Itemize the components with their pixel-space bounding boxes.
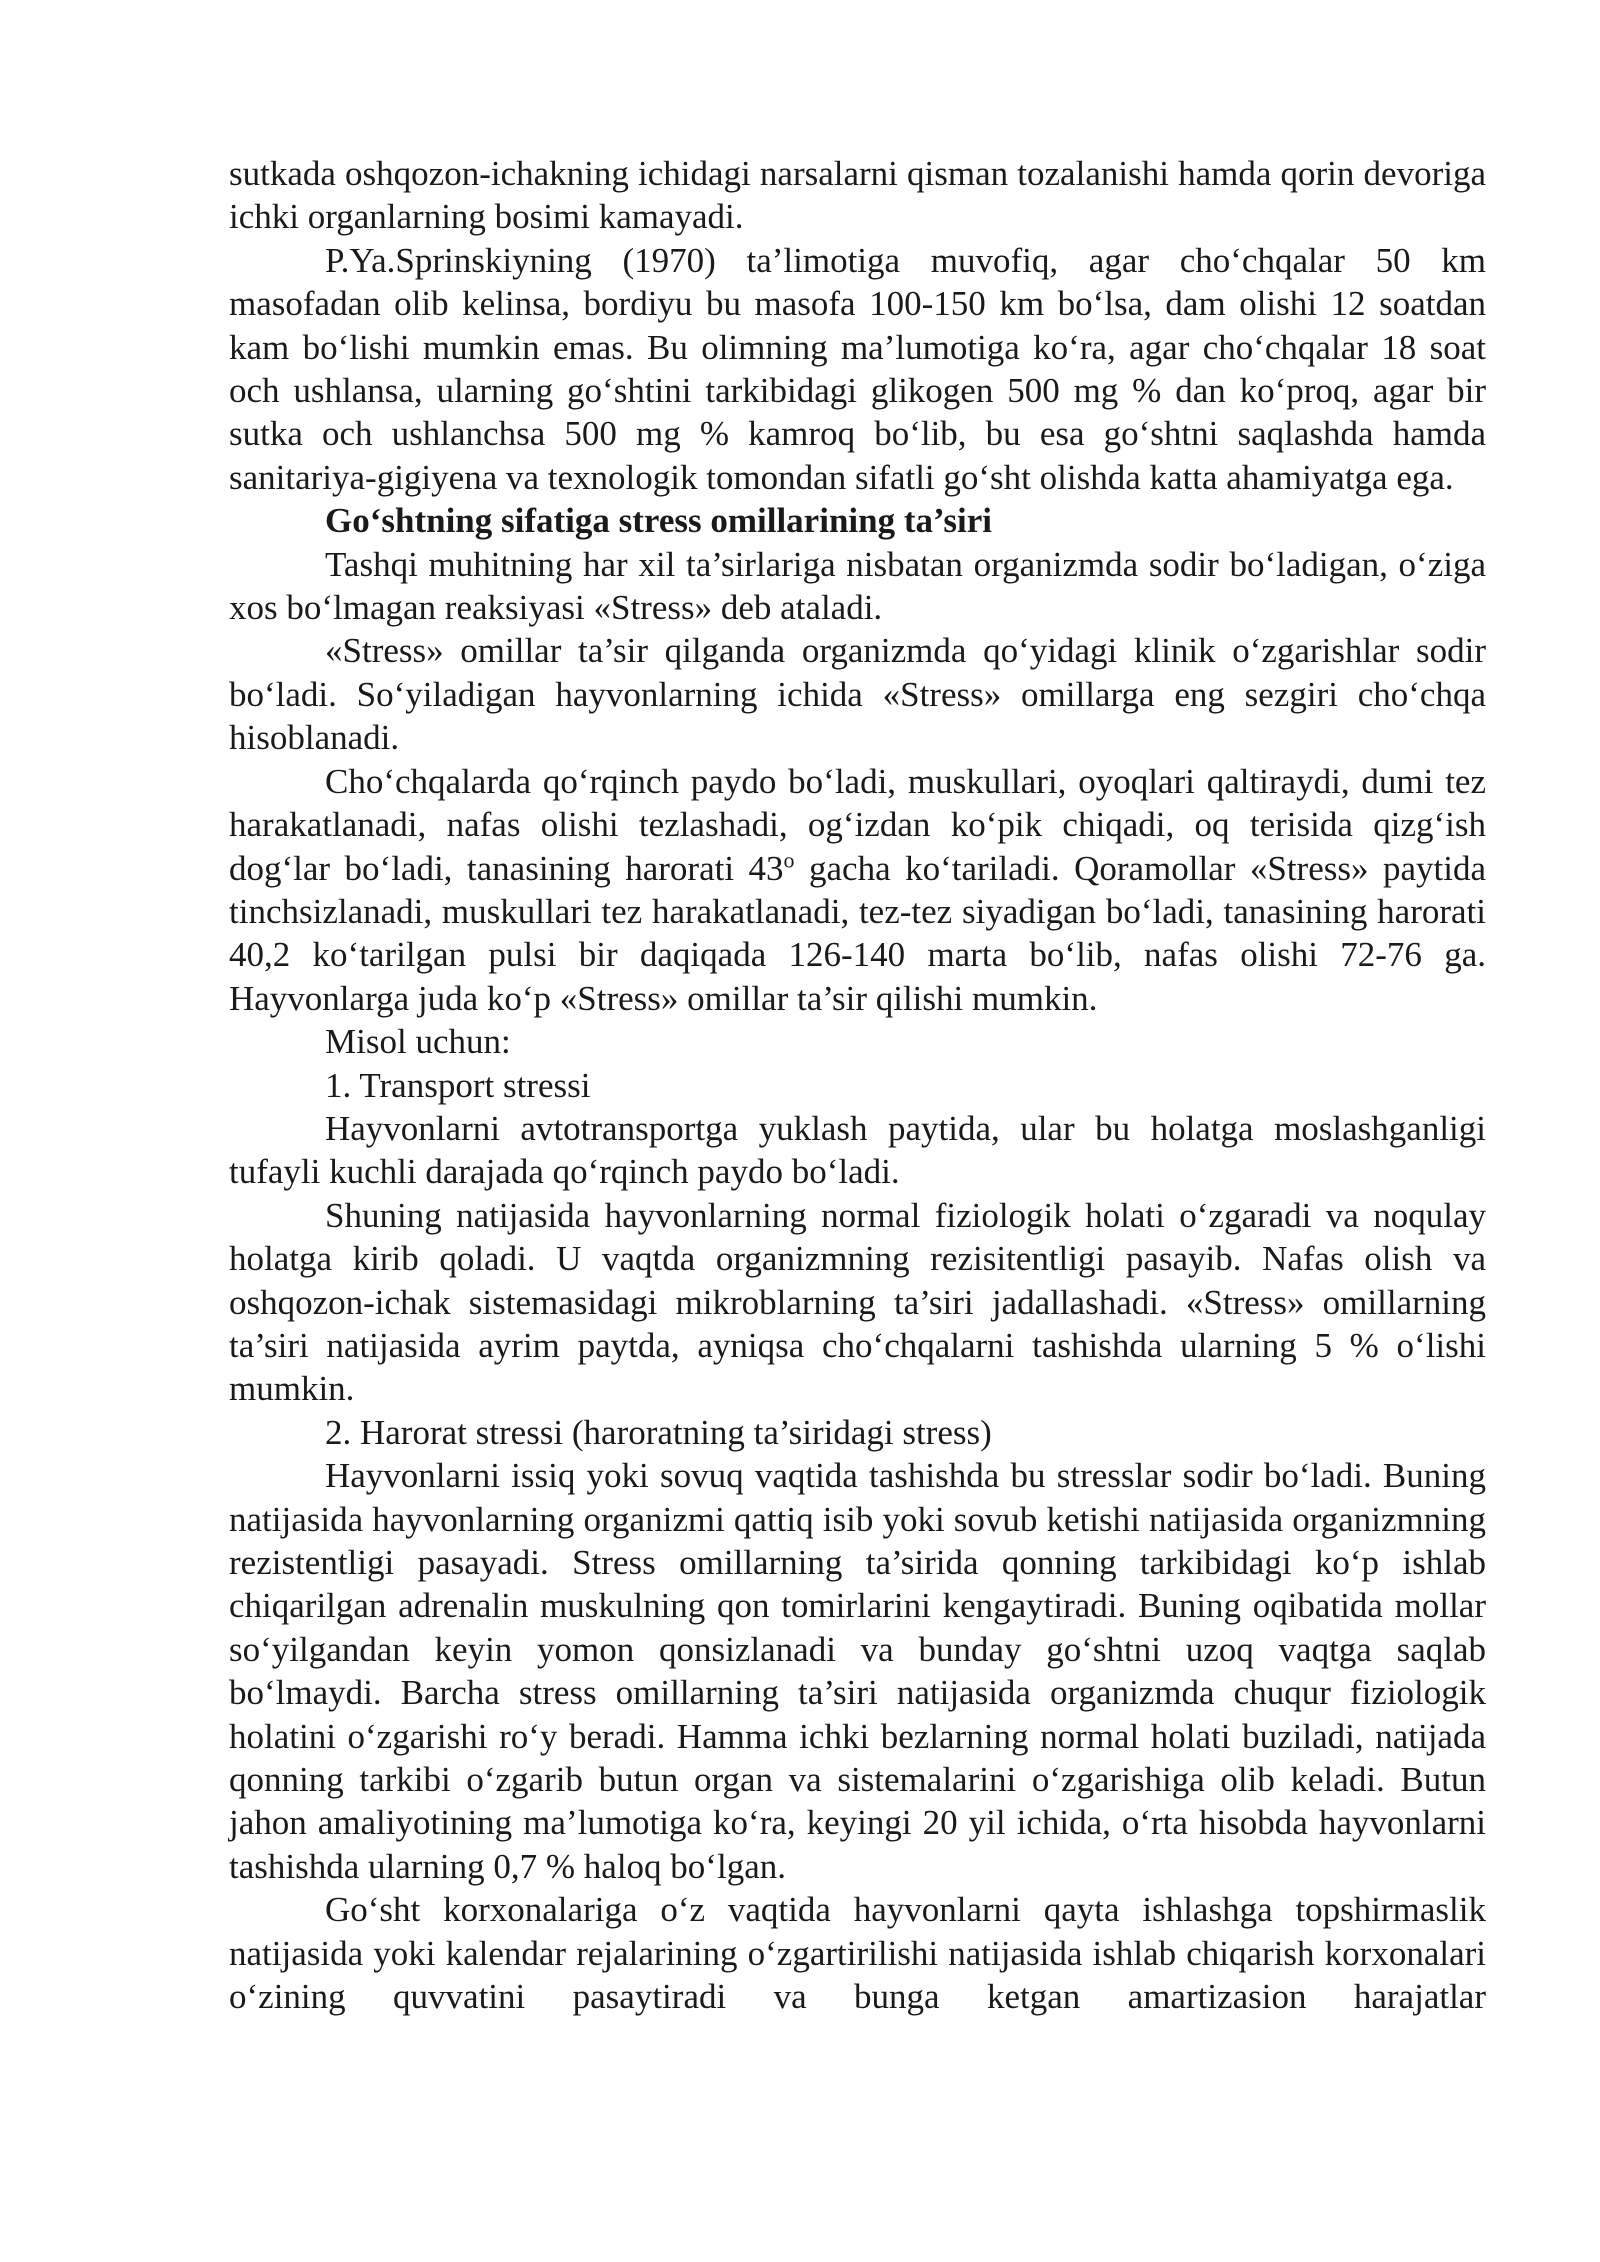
paragraph-pig-symptoms bbox=[229, 760, 1486, 1020]
list-item-temperature-stress: 2. Harorat stressi (haroratning ta’siridagi stress) bbox=[325, 1412, 992, 1452]
degree-superscript: o bbox=[783, 846, 795, 872]
paragraph-meat-plants: Go‘sht korxonalariga o‘z vaqtida hayvonlarni qayta ishlashga topshirmaslik natijasida yoki kalendar rejalarining o‘zgartirilishi natijasida ishlab chiqarish korxonalari o‘zining quvvatini pasaytiradi va bunga ketgan amartizasion harajatlar bbox=[229, 1890, 1486, 2017]
pig-symptoms-text-start: Cho‘chqalarda qo‘rqinch paydo bo‘ladi, muskullari, oyoqlari qaltiraydi, dumi tez harakatlanadi, nafas olishi tezlashadi, og‘izdan ko‘pik chiqadi, oq terisida qizg‘ish dog‘lar bo‘ladi, tanasining harorati 43 bbox=[229, 761, 1486, 888]
paragraph-physiology: Shuning natijasida hayvonlarning normal fiziologik holati o‘zgaradi va noqulay holatga kirib qoladi. U vaqtda organizmning rezisitentligi pasayib. Nafas olish va oshqozon-ichak sistemasidagi mikroblarning ta’siri jadallashadi. «Stress» omillarning ta’siri natijasida ayrim paytda, ayniqsa cho‘chqalarni tashishda ularning 5 % o‘lishi mumkin. bbox=[229, 1195, 1486, 1409]
section-heading: Go‘shtning sifatiga stress omillarining ta’siri bbox=[325, 501, 992, 541]
paragraph-example-intro: Misol uchun: bbox=[325, 1022, 511, 1062]
paragraph-sprinskiy: P.Ya.Sprinskiyning (1970) ta’limotiga muvofiq, agar cho‘chqalar 50 km masofadan olib kelinsa, bordiyu bu masofa 100-150 km bo‘lsa, dam olishi 12 soatdan kam bo‘lishi mumkin emas. Bu olimning ma’lumotiga ko‘ra, agar cho‘chqalar 18 soat och ushlansa, ularning go‘shtini tarkibidagi glikogen 500 mg % dan ko‘proq, agar bir sutka och ushlanchsa 500 mg % kamroq bo‘lib, bu esa go‘shtni saqlashda hamda sanitariya-gigiyena va texnologik tomondan sifatli go‘sht olishda katta ahamiyatga ega. bbox=[229, 240, 1486, 497]
document-page bbox=[229, 152, 1486, 2018]
pig-symptoms-text-end: gacha ko‘tariladi. Qoramollar «Stress» paytida tinchsizlanadi, muskullari tez harakatlanadi, tez-tez siyadigan bo‘ladi, tanasining harorati 40,2 ko‘tarilgan pulsi bir daqiqada 126-140 marta bo‘lib, nafas olishi 72-76 ga. Hayvonlarga juda ko‘p «Stress» omillar ta’sir qilishi mumkin. bbox=[229, 848, 1486, 1018]
paragraph-stress-definition: Tashqi muhitning har xil ta’sirlariga nisbatan organizmda sodir bo‘ladigan, o‘ziga xos bo‘lmagan reaksiyasi «Stress» deb ataladi. bbox=[229, 544, 1486, 628]
list-item-transport-stress: 1. Transport stressi bbox=[325, 1065, 591, 1105]
paragraph-temperature: Hayvonlarni issiq yoki sovuq vaqtida tashishda bu stresslar sodir bo‘ladi. Buning natijasida hayvonlarning organizmi qattiq isib yoki sovub ketishi natijasida organizmning rezistentligi pasayadi. Stress omillarning ta’sirida qonning tarkibidagi ko‘p ishlab chiqarilgan adrenalin muskulning qon tomirlarini kengaytiradi. Buning oqibatida mollar so‘yilgandan keyin yomon qonsizlanadi va bunday go‘shtni uzoq vaqtga saqlab bo‘lmaydi. Barcha stress omillarning ta’siri natijasida organizmda chuqur fiziologik holatini o‘zgarishi ro‘y beradi. Hamma ichki bezlarning normal holati buziladi, natijada qonning tarkibi o‘zgarib butun organ va sistemalarini o‘zgarishiga olib keladi. Butun jahon amaliyotining ma’lumotiga ko‘ra, keyingi 20 yil ichida, o‘rta hisobda hayvonlarni tashishda ularning 0,7 % haloq bo‘lgan. bbox=[229, 1456, 1486, 1886]
paragraph-loading: Hayvonlarni avtotransportga yuklash paytida, ular bu holatga moslashganligi tufayli kuchli darajada qo‘rqinch paydo bo‘ladi. bbox=[229, 1108, 1486, 1192]
paragraph-stress-factors: «Stress» omillar ta’sir qilganda organizmda qo‘yidagi klinik o‘zgarishlar sodir bo‘ladi. So‘yiladigan hayvonlarning ichida «Stress» omillarga eng sezgiri cho‘chqa hisoblanadi. bbox=[229, 631, 1486, 758]
paragraph-continuation: sutkada oshqozon-ichakning ichidagi narsalarni qisman tozalanishi hamda qorin devoriga ichki organlarning bosimi kamayadi. bbox=[229, 154, 1486, 237]
